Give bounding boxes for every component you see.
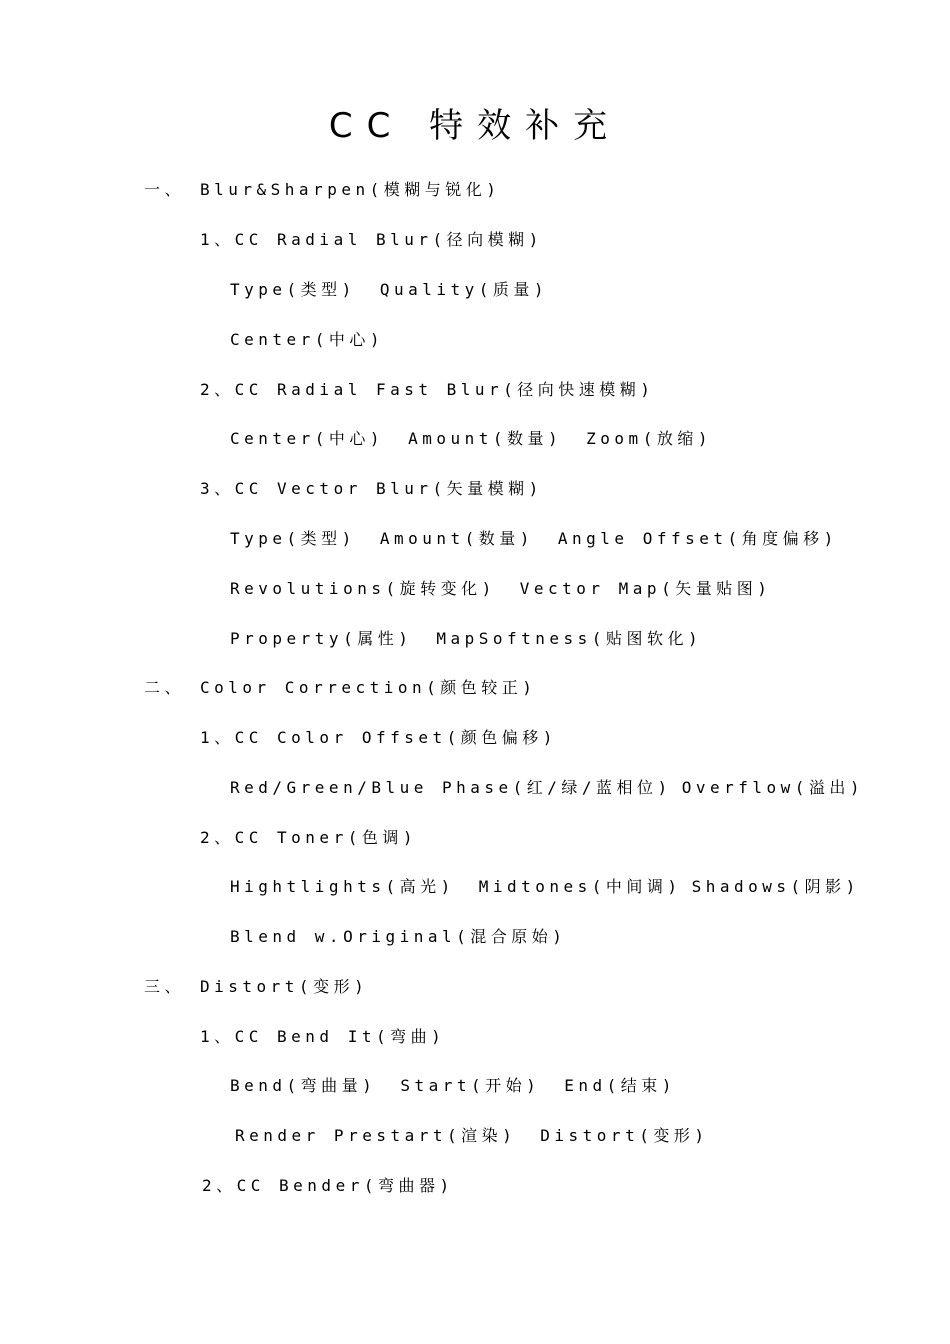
param-amount: Amount(数量) xyxy=(379,529,534,548)
item-cc-radial-blur: 1、CC Radial Blur(径向模糊) xyxy=(200,230,543,249)
item-cc-vector-blur: 3、CC Vector Blur(矢量模糊) xyxy=(200,479,543,498)
param-line xyxy=(235,1125,708,1147)
param-line xyxy=(230,926,566,948)
param-overflow: Overflow(溢出) xyxy=(681,778,865,797)
param-distort: Distort(变形) xyxy=(540,1126,709,1145)
section-label: Distort(变形) xyxy=(200,977,369,996)
param-line xyxy=(230,1075,676,1097)
item-cc-color-offset: 1、CC Color Offset(颜色偏移) xyxy=(200,728,557,747)
param-line xyxy=(230,628,702,650)
param-rgb-phase: Red/Green/Blue Phase(红/绿/蓝相位) xyxy=(230,778,672,797)
page-title: CC 特效补充 xyxy=(328,106,622,146)
param-map-softness: MapSoftness(贴图软化) xyxy=(436,629,703,648)
param-line xyxy=(230,428,712,450)
param-type: Type(类型) xyxy=(230,529,356,548)
param-bend: Bend(弯曲量) xyxy=(230,1076,377,1095)
param-blend-original: Blend w.Original(混合原始) xyxy=(230,927,567,946)
param-type: Type(类型) xyxy=(230,280,356,299)
param-center: Center(中心) xyxy=(230,330,385,349)
section-number: 一、 xyxy=(144,180,186,199)
section-number: 二、 xyxy=(144,678,186,697)
section-label: Color Correction(颜色较正) xyxy=(200,678,537,697)
section-heading-distort xyxy=(144,976,368,998)
param-midtones: Midtones(中间调) xyxy=(478,877,682,896)
param-line xyxy=(230,578,771,600)
item-cc-bender: 2、CC Bender(弯曲器) xyxy=(202,1176,454,1195)
item-cc-bend-it: 1、CC Bend It(弯曲) xyxy=(200,1027,446,1046)
item-cc-radial-fast-blur: 2、CC Radial Fast Blur(径向快速模糊) xyxy=(200,380,655,399)
param-quality: Quality(质量) xyxy=(379,280,549,299)
param-center: Center(中心) xyxy=(230,429,385,448)
section-heading-color-correction xyxy=(144,677,536,699)
param-shadows: Shadows(阴影) xyxy=(691,877,860,896)
param-vector-map: Vector Map(矢量贴图) xyxy=(519,579,772,598)
param-line xyxy=(230,329,384,351)
param-line xyxy=(230,777,864,799)
param-angle-offset: Angle Offset(角度偏移) xyxy=(557,529,838,548)
param-property: Property(属性) xyxy=(230,629,413,648)
item-cc-toner: 2、CC Toner(色调) xyxy=(200,828,417,847)
section-label: Blur&Sharpen(模糊与锐化) xyxy=(200,180,501,199)
param-line xyxy=(230,279,548,301)
param-start: Start(开始) xyxy=(400,1076,541,1095)
param-highlights: Hightlights(高光) xyxy=(230,877,455,896)
param-line xyxy=(230,528,838,550)
section-heading-blur-sharpen xyxy=(144,179,500,201)
param-line xyxy=(230,876,860,898)
param-amount: Amount(数量) xyxy=(408,429,563,448)
param-end: End(结束) xyxy=(564,1076,676,1095)
param-zoom: Zoom(放缩) xyxy=(586,429,712,448)
section-number: 三、 xyxy=(144,977,186,996)
param-render-prestart: Render Prestart(渲染) xyxy=(235,1126,517,1145)
param-revolutions: Revolutions(旋转变化) xyxy=(230,579,496,598)
